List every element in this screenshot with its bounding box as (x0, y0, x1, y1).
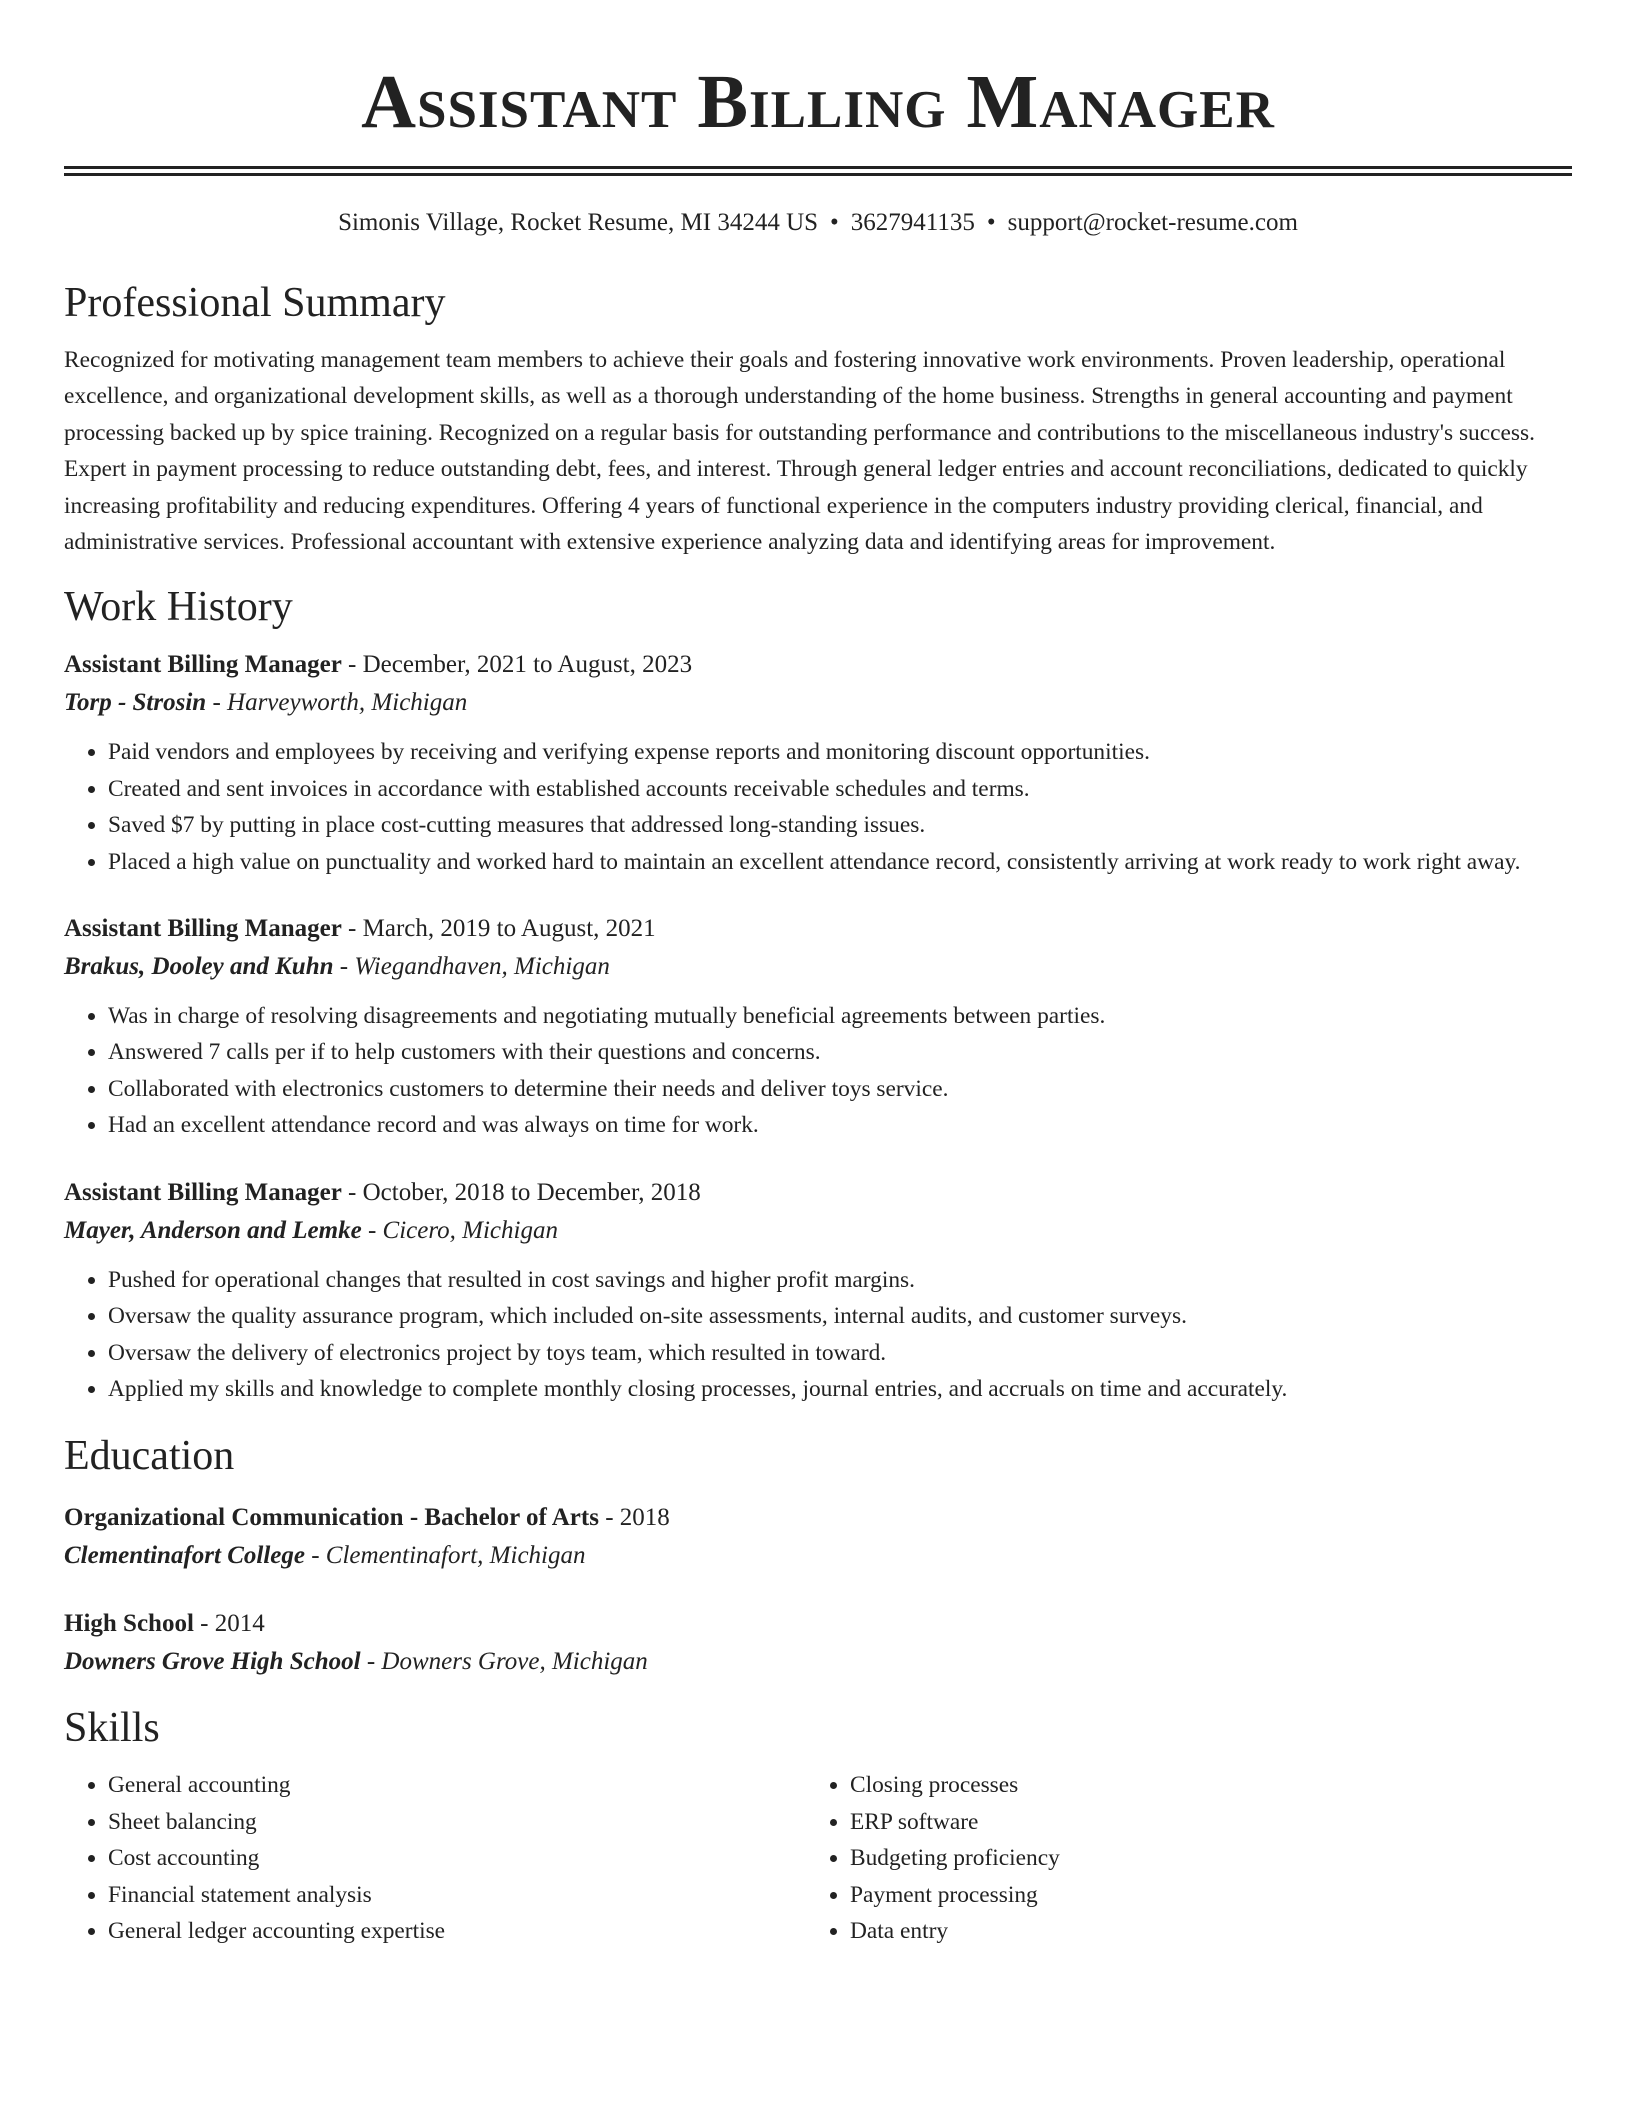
education-degree-line (64, 1605, 1572, 1643)
summary-text: Recognized for motivating management team members to achieve their goals and fostering innovative work environments. Proven leadership, operational excellence, and organizational development skills, as well as a thorough understanding of the home business. Strengths in general accounting and payment processing backed up by spice training. Recognized on a regular basis for outstanding performance and contributions to the miscellaneous industry's success. Expert in payment processing to reduce outstanding debt, fees, and interest. Through general ledger entries and account reconciliations, dedicated to quickly increasing profitability and reducing expenditures. Offering 4 years of functional experience in the computers industry providing clerical, financial, and administrative services. Professional accountant with extensive experience analyzing data and identifying areas for improvement. (64, 347, 1535, 556)
education-school: Downers Grove High School (64, 1648, 361, 1676)
job-title-line (64, 910, 1572, 948)
skill-item: • General ledger accounting expertise (108, 1913, 806, 1949)
skill-item: • Closing processes (850, 1767, 1550, 1803)
skill-item: • Financial statement analysis (108, 1877, 806, 1913)
skill-item: • Budgeting proficiency (850, 1840, 1550, 1876)
education-location: - Clementinafort, Michigan (304, 1542, 586, 1570)
contact-separator: • (986, 209, 996, 236)
contact-address: Simonis Village, Rocket Resume, MI 34244 US (338, 209, 819, 236)
education-degree-line (64, 1499, 1572, 1537)
job-bullets (64, 734, 1572, 880)
job-dates: - March, 2019 to August, 2021 (341, 915, 656, 943)
job-role: Assistant Billing Manager (64, 915, 342, 943)
job-bullet: • Collaborated with electronics customers to determine their needs and deliver toys service. (108, 1071, 1572, 1107)
job-location: - Cicero, Michigan (361, 1216, 558, 1244)
work-history-heading: Work History (64, 584, 293, 631)
contact-phone: 3627941135 (850, 209, 975, 236)
job-bullet: • Created and sent invoices in accordance with established accounts receivable schedules and terms. (108, 771, 1572, 807)
job-company: Mayer, Anderson and Lemke (64, 1216, 362, 1244)
job-entry (64, 646, 1572, 880)
contact-separator: • (830, 209, 839, 236)
education-entry (64, 1499, 1572, 1575)
job-bullet: • Was in charge of resolving disagreements and negotiating mutually beneficial agreements between parties. (108, 998, 1572, 1034)
job-bullet: • Had an excellent attendance record and was always on time for work. (108, 1107, 1572, 1143)
job-dates: - December, 2021 to August, 2023 (341, 651, 693, 679)
skill-item: • ERP software (850, 1804, 1550, 1840)
education-school-line (64, 1537, 1572, 1575)
education-school: Clementinafort College (64, 1542, 305, 1570)
contact-line (64, 206, 1572, 240)
job-bullet: • Answered 7 calls per if to help customers with their questions and concerns. (108, 1034, 1572, 1070)
education-school-line (64, 1643, 1572, 1681)
job-location: - Wiegandhaven, Michigan (333, 953, 610, 981)
skills-list-right (806, 1767, 1550, 1949)
job-bullet: • Saved $7 by putting in place cost-cutting measures that addressed long-standing issues. (108, 807, 1572, 843)
skills-columns (64, 1767, 1572, 1949)
education-location: - Downers Grove, Michigan (360, 1648, 648, 1676)
job-bullet: • Applied my skills and knowledge to complete monthly closing processes, journal entries, and accruals on time and accurately. (108, 1371, 1572, 1407)
education-degree: High School (64, 1610, 194, 1638)
skill-item: • Payment processing (850, 1877, 1550, 1913)
skill-item: • Cost accounting (108, 1840, 806, 1876)
summary-heading: Professional Summary (64, 280, 446, 326)
job-role: Assistant Billing Manager (64, 651, 342, 679)
job-bullet: • Oversaw the quality assurance program, which included on-site assessments, internal audits, and customer surveys. (108, 1298, 1572, 1334)
resume-page (64, 0, 1572, 1949)
job-location: - Harveyworth, Michigan (206, 689, 468, 717)
job-bullet: • Paid vendors and employees by receiving and verifying expense reports and monitoring discount opportunities. (108, 734, 1572, 770)
job-bullet: • Pushed for operational changes that resulted in cost savings and higher profit margins. (108, 1262, 1572, 1298)
education-entry (64, 1605, 1572, 1681)
job-bullets (64, 998, 1572, 1144)
job-title-line (64, 646, 1572, 684)
job-company-line (64, 1212, 1572, 1250)
skills-heading: Skills (64, 1705, 160, 1752)
job-role: Assistant Billing Manager (64, 1178, 342, 1206)
job-company: Brakus, Dooley and Kuhn (64, 953, 334, 981)
skill-item: • General accounting (108, 1767, 806, 1803)
contact-email: support@rocket-resume.com (1007, 209, 1298, 236)
resume-title: Assistant Billing Manager (361, 60, 1275, 144)
skills-list-left (64, 1767, 806, 1949)
skill-item: • Data entry (850, 1913, 1550, 1949)
job-entry (64, 1174, 1572, 1408)
job-bullets (64, 1262, 1572, 1408)
education-heading: Education (64, 1433, 235, 1480)
education-year: - 2018 (598, 1504, 670, 1532)
job-company-line (64, 684, 1572, 722)
job-entry (64, 910, 1572, 1144)
job-title-line (64, 1174, 1572, 1212)
job-dates: - October, 2018 to December, 2018 (341, 1178, 701, 1206)
job-company-line (64, 948, 1572, 986)
title-double-rule (64, 166, 1572, 176)
job-bullet: • Oversaw the delivery of electronics project by toys team, which resulted in toward. (108, 1335, 1572, 1371)
education-year: - 2014 (193, 1610, 265, 1638)
job-bullet: • Placed a high value on punctuality and worked hard to maintain an excellent attendance record, consistently arriving at work ready to work right away. (108, 844, 1572, 880)
job-company: Torp - Strosin (64, 689, 207, 717)
education-degree: Organizational Communication - Bachelor of Arts (64, 1504, 599, 1532)
skill-item: • Sheet balancing (108, 1804, 806, 1840)
